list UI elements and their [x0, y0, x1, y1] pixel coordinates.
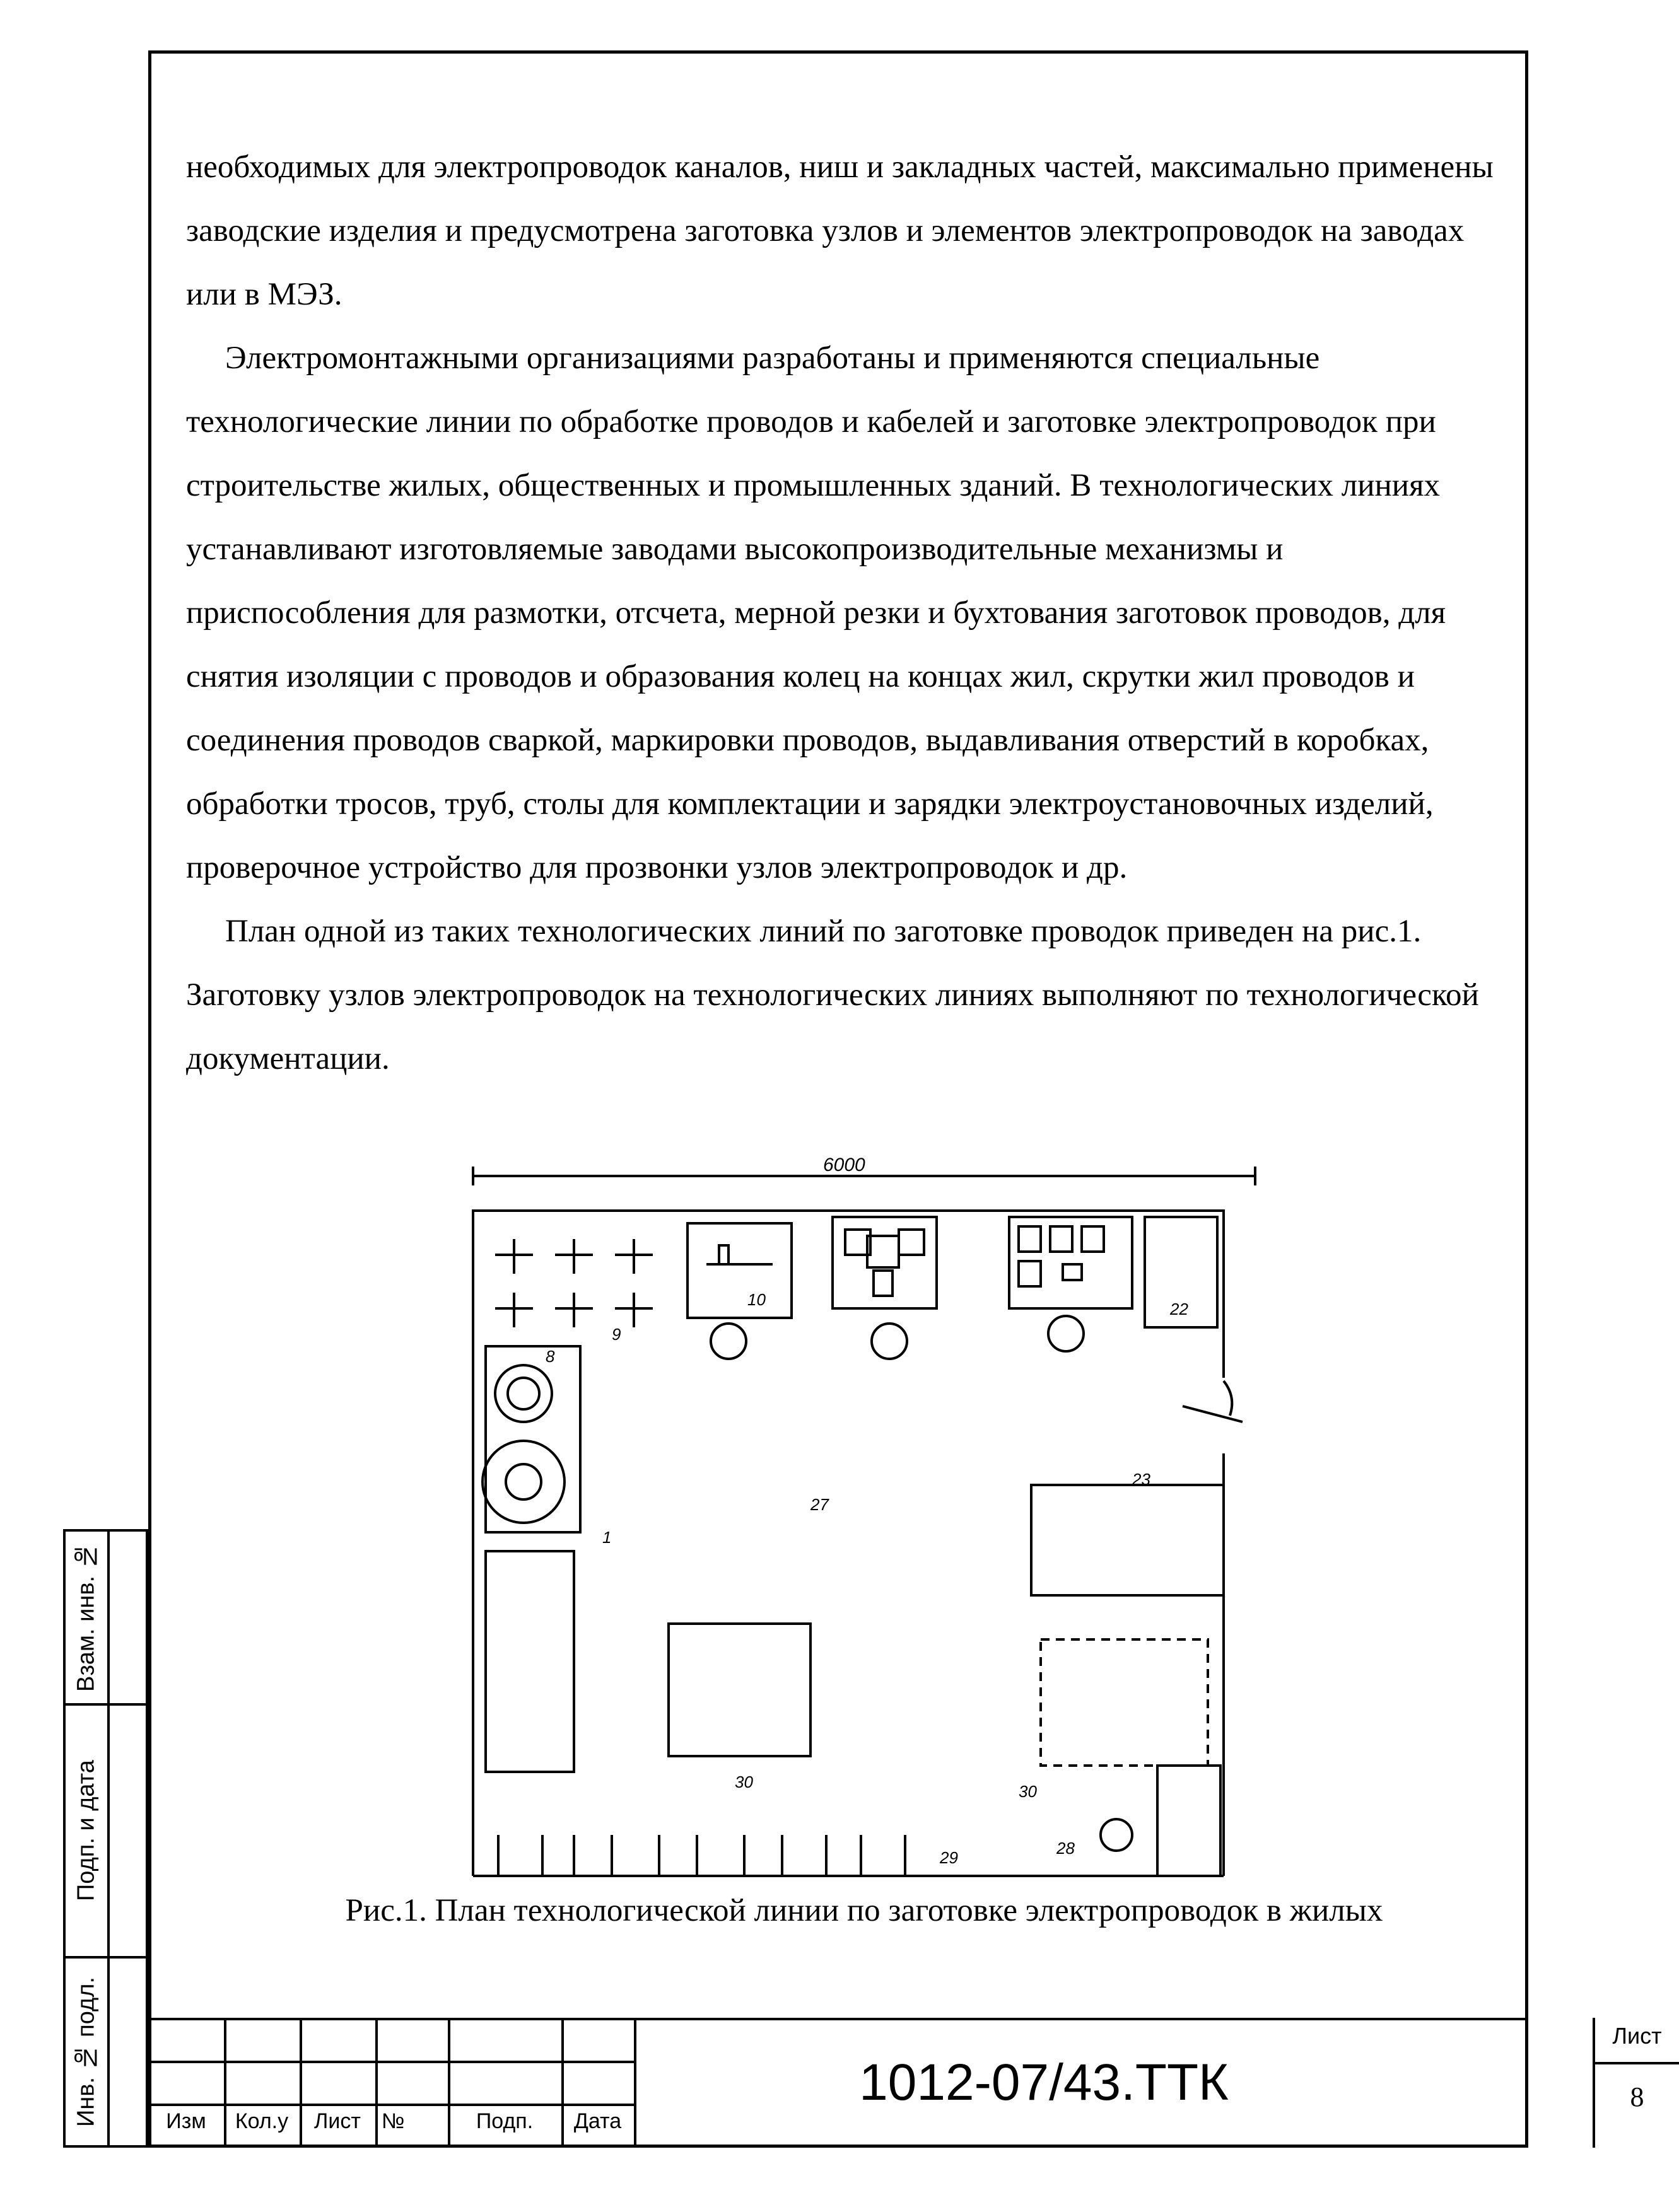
paragraph-2: Электромонтажными организациями разработаны и применяются специальные технологические линии по обработке проводов и кабелей и заготовке электропроводок при строительстве жилых, общественных и промышленных зданий. В технологических линиях устанавливают изготовляемые заводами высокопроизводительные механизмы и приспособления для размотки, отсчета, мерной резки и бухтования заготовок проводов, для снятия изоляции с проводов и образования колец на концах жил, скрутки жил проводов и соединения проводов сваркой, маркировки проводов, выдавливания отверстий в коробках, обработки тросов, труб, столы для комплектации и зарядки электроустановочных изделий, проверочное устройство для прозвонки узлов электропроводок и др. — [186, 341, 1446, 885]
machine-1 — [486, 1346, 580, 1532]
stamp-label-signature: Подп. и дата — [73, 1760, 100, 1902]
paragraph-3: План одной из таких технологических линий по заготовке проводок приведен на рис.1. Заготовку узлов электропроводок на технологических линиях выполняют по технологической документации. — [186, 914, 1479, 1076]
sheet-label: Лист — [1612, 2023, 1662, 2049]
reel-stands — [495, 1239, 653, 1327]
figure-caption: Рис.1. План технологической линии по заготовке электропроводок в жилых — [345, 1893, 1383, 1928]
label: 9 — [612, 1325, 621, 1344]
plan-figure — [470, 1157, 1258, 1892]
header-doc-number: № — [382, 2109, 405, 2133]
stool — [1048, 1316, 1084, 1351]
paragraph-1: необходимых для электропроводок каналов, ниш и закладных частей, максимально применены заводские изделия и предусмотрена заготовка узлов и элементов электропроводок на заводах или в МЭЗ. — [186, 149, 1494, 312]
workstation-10-12 — [687, 1223, 792, 1318]
label: 27 — [810, 1495, 829, 1514]
stamp-label-replaced: Взам. инв. № — [73, 1542, 100, 1692]
label: 28 — [1056, 1839, 1075, 1858]
dim-6000: 6000 — [823, 1155, 865, 1175]
header-izm: Изм — [166, 2109, 206, 2133]
door — [1183, 1406, 1243, 1422]
table-30-dashed — [1041, 1639, 1208, 1766]
stamp-cell-replaced — [63, 1529, 148, 1706]
label: 30 — [735, 1773, 753, 1791]
label: 1 — [602, 1528, 612, 1547]
room-wall — [473, 1211, 1224, 1876]
label: 8 — [546, 1347, 555, 1366]
label: 23 — [1132, 1470, 1150, 1489]
header-sheet: Лист — [314, 2109, 361, 2133]
table-30 — [669, 1624, 810, 1756]
stamp-cell-inventory — [63, 1956, 148, 2148]
header-qty: Кол.у — [235, 2109, 289, 2133]
document-code: 1012-07/43.ТТК — [859, 2054, 1229, 2111]
stamp-cell-signature — [63, 1703, 148, 1959]
label: 22 — [1170, 1300, 1188, 1318]
label: 30 — [1019, 1782, 1037, 1801]
plan-drawing — [470, 1157, 1258, 1892]
stool — [1101, 1819, 1132, 1851]
sheet-box — [1593, 2018, 1679, 2148]
table-1 — [486, 1551, 574, 1772]
label: 10 — [747, 1290, 766, 1309]
header-signature: Подп. — [476, 2109, 534, 2133]
workstation-24-26 — [1157, 1766, 1220, 1876]
title-block — [148, 2018, 1662, 2148]
table-23 — [1031, 1485, 1224, 1595]
body-text — [186, 136, 1504, 1091]
bottom-racks — [498, 1835, 905, 1876]
workstation-18-21 — [1009, 1217, 1132, 1308]
stamp-label-inventory: Инв. № подл. — [73, 1977, 100, 2127]
label: 29 — [940, 1848, 958, 1867]
header-date: Дата — [573, 2109, 622, 2133]
stool — [711, 1324, 746, 1359]
sheet-number: 8 — [1630, 2081, 1644, 2112]
stool — [872, 1324, 907, 1359]
